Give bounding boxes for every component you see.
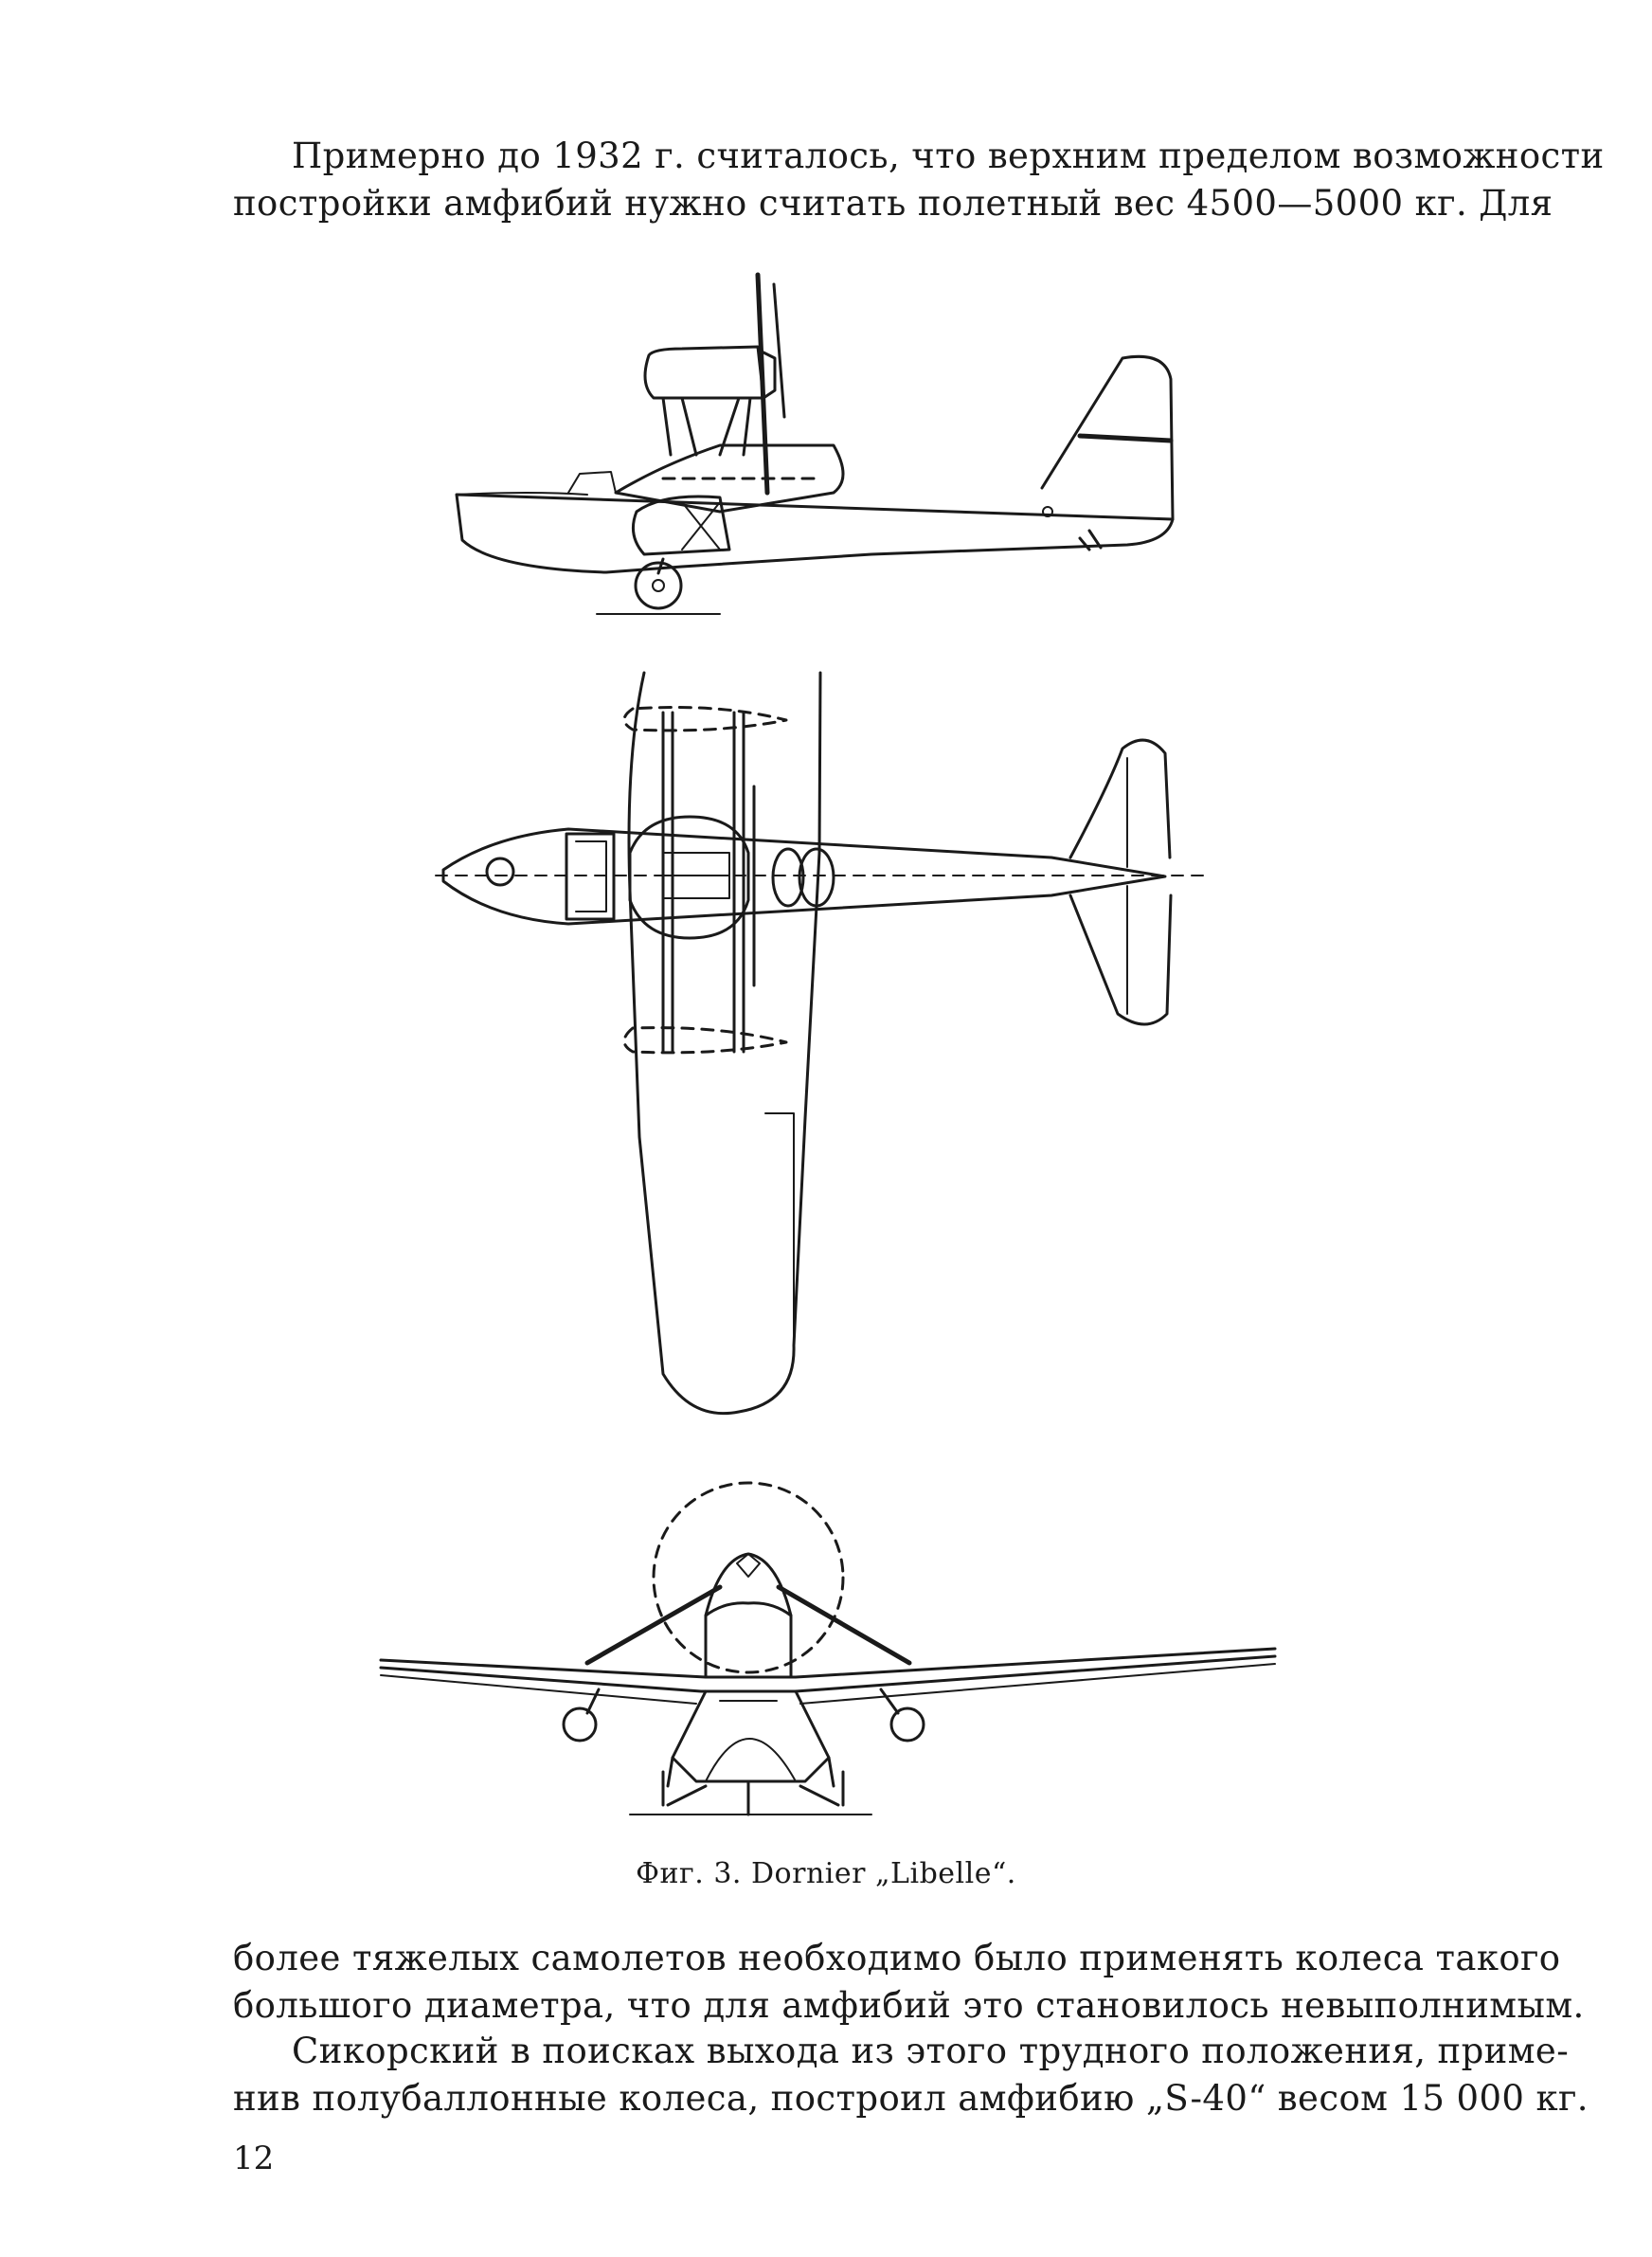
text-line: Примерно до 1932 г. считалось, что верхним пределом возможности [292,135,1605,176]
figure-caption: Фиг. 3. Dornier „Libelle“. [636,1857,1016,1890]
text-line: более тяжелых самолетов необходимо было применять колеса такого [233,1938,1561,1978]
text-line: постройки амфибий нужно считать полетный вес 4500—5000 кг. Для [233,183,1553,224]
top-view-drawing [436,673,1203,1414]
text-line: нив полубаллонные колеса, построил амфибию „S-40“ весом 15 000 кг. [233,2078,1589,2119]
paragraph-continuation [233,1935,1585,2030]
page-number: 12 [233,2140,275,2177]
side-view-drawing [457,275,1173,614]
front-view-drawing [381,1483,1275,1815]
text-line: большого диаметра, что для амфибий это становилось невыполнимым. [233,1985,1585,2026]
text-line: Сикорский в поисках выхода из этого трудного положения, приме- [292,2031,1570,2071]
paragraph-sikorsky [233,2028,1589,2122]
